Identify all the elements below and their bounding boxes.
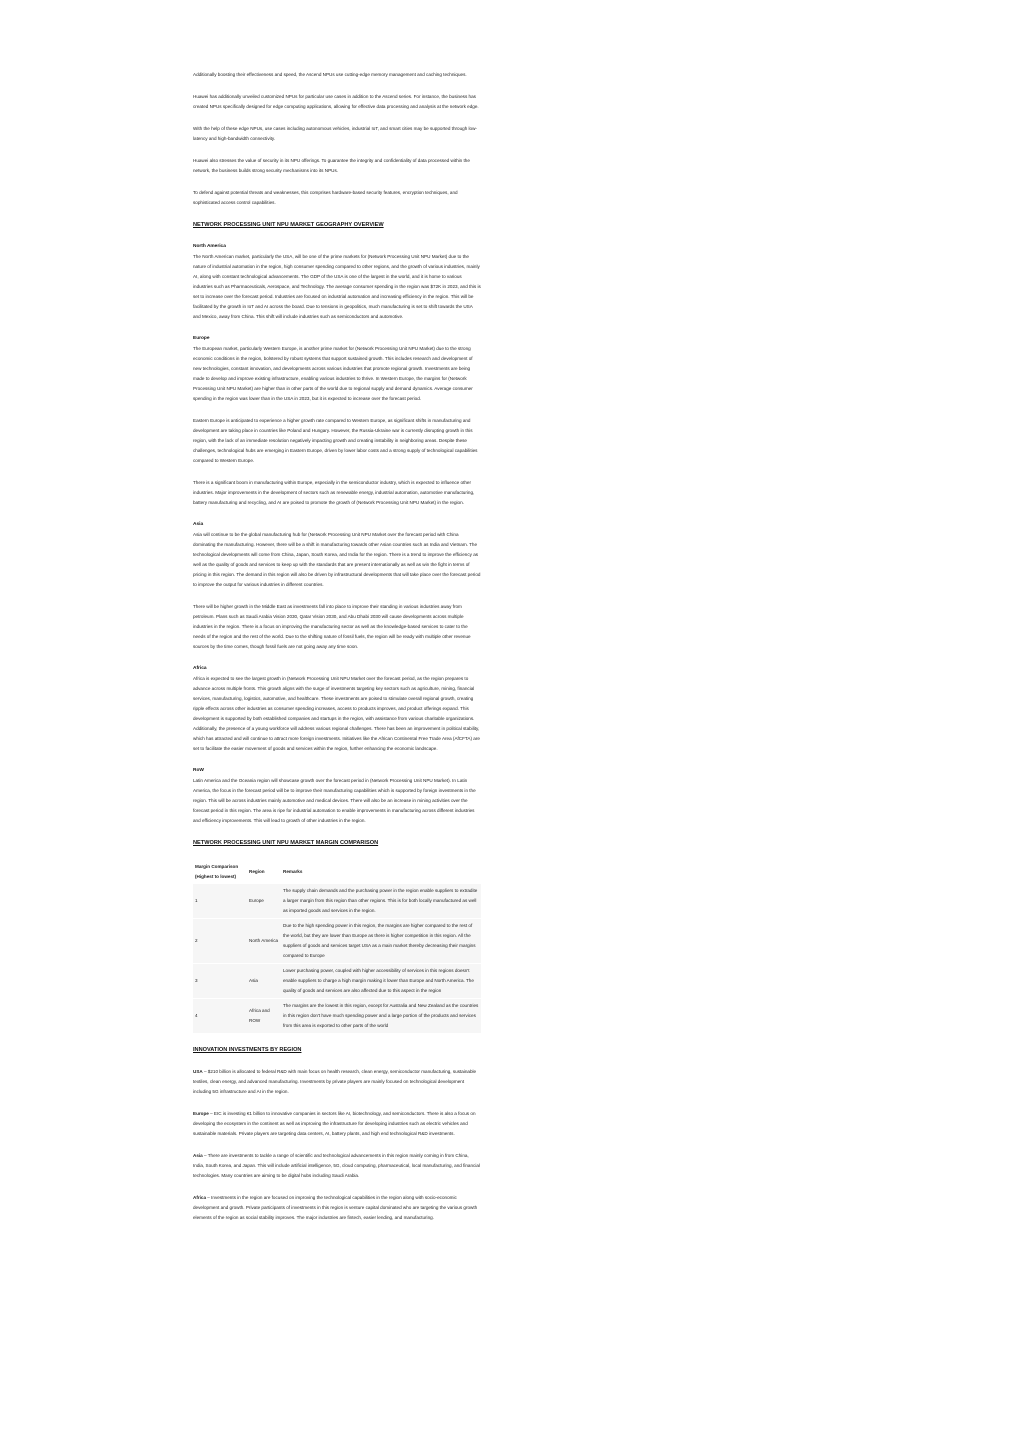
- remarks-cell: Due to the high spending power in this region, the margins are higher compared to the rest of the world, but they are lower than Europe as there is higher competition in this region. All the suppliers of goods and services target USA as a main market thereby decreasing their margins compared to Europe: [283, 923, 476, 958]
- rank-cell: 3: [195, 978, 198, 983]
- region-cell: Africa and ROW: [249, 1008, 270, 1023]
- innovation-paragraph: [193, 1109, 481, 1139]
- rank-cell: 1: [195, 898, 198, 903]
- column-header: Remarks: [283, 869, 303, 874]
- remarks-cell: Lower purchasing power, coupled with higher accessibility of services in this regions doesn't enable suppliers to charge a high margin making it lower than Europe and North America. The quality of goods and services are also affected due to this aspect in the region: [283, 968, 474, 993]
- region-lead: Europe: [193, 1111, 209, 1116]
- region-cell: Asia: [249, 978, 258, 983]
- innovation-text: – Investments in the region are focused on improving the technological capabilities in the region along with socio-economic development and growth. Private participants of investments in this region is venture capital dominated who are targeting the various growth elements of the region as social stability improves. The major industries are fintech, easier lending, and manufacturing.: [193, 1195, 478, 1220]
- europe-paragraph: The European market, particularly Western Europe, is another prime market for (Network Processing Unit NPU Market) due to the strong economic conditions in the region, bolstered by robust systems that support sustained growth. This includes research and development of new technologies, constant innovation, and developments across various industries that promote regional growth. Investments are being made to develop and improve existing infrastructure, enabling various industries to thrive. In Western Europe, the margins for (Network Processing Unit NPU Market) are higher than in other parts of the world due to regional supply and demand dynamics. Average consumer spending in the region was lower than in the USA in 2023, but it is expected to increase over the forecast period.: [193, 346, 473, 401]
- region-lead: Asia: [193, 1153, 203, 1158]
- intro-paragraph: To defend against potential threats and weaknesses, this comprises hardware-based security features, encryption techniques, and sophisticated access control capabilities.: [193, 190, 458, 205]
- geography-heading: NETWORK PROCESSING UNIT NPU MARKET GEOGRAPHY OVERVIEW: [193, 222, 384, 228]
- region-cell: North America: [249, 938, 279, 943]
- asia-title: Asia: [193, 522, 204, 527]
- europe-paragraph: Eastern Europe is anticipated to experience a higher growth rate compared to Western Europe, as significant shifts in manufacturing and development are taking place in countries like Poland and Hungary. However, the Russia-Ukraine war is currently disrupting growth in this region, with the lack of an immediate resolution negatively impacting growth and creating instability in neighboring areas. Despite these challenges, technological hubs are emerging in Eastern Europe, driven by lower labor costs and a strong supply of technological capabilities compared to Western Europe.: [193, 418, 478, 463]
- europe-title: Europe: [193, 336, 210, 341]
- asia-paragraph: There will be higher growth in the Middle East as investments fall into place to improve their standing in various industries away from petroleum. Plans such as Saudi Arabia Vision 2030, Qatar Vision 2030, and Abu Dhabi 2030 will cause developments across multiple industries in the region. There is a focus on improving the manufacturing sector as well as the knowledge-based services to cater to the needs of the region and the rest of the world. Due to the shifting nature of fossil fuels, the region will be ready with multiple other revenue sources by the time comes, though fossil fuels are not going away any time soon.: [193, 604, 471, 649]
- innovation-paragraph: [193, 1067, 481, 1097]
- row-title: RoW: [193, 768, 204, 773]
- table-header-row: [193, 860, 481, 884]
- table-row: [193, 999, 481, 1034]
- remarks-cell: The supply chain demands and the purchasing power in the region enable suppliers to extradite a larger margin from this region than other regions. This is for both locally manufactured as well as imported goods and services in the region.: [283, 888, 478, 913]
- innovation-text: – $210 billion is allocated to federal R&D with main focus on health research, clean energy, semiconductor manufacturing, sustainable textiles, clean energy, and advanced manufacturing. Investments by private players are mainly focused on technological development including 5G infrastructure and AI in the region.: [193, 1069, 477, 1094]
- innovation-paragraph: [193, 1193, 481, 1223]
- asia-paragraph: Asia will continue to be the global manufacturing hub for (Network Processing Unit NPU Market over the forecast period with China dominating the manufacturing. However, there will be a shift in manufacturing towards other Asian countries such as India and Vietnam. The technological developments will come from China, Japan, South Korea, and India for the region. There is a trend to improve the efficiency as well as the quality of goods and services to keep up with the standards that are present internationally as well as win the fight in terms of pricing in this region. The demand in this region will also be driven by infrastructural developments that will take place over the forecast period to improve the output for various industries in different countries.: [193, 532, 481, 587]
- intro-paragraph: With the help of these edge NPUs, use cases including autonomous vehicles, industrial IoT, and smart cities may be supported through low-latency and high-bandwidth connectivity.: [193, 126, 477, 141]
- north-america-paragraph: The North American market, particularly the USA, will be one of the prime markets for (Network Processing Unit NPU Market) due to the nature of industrial automation in the region, high consumer spending compared to other regions, and the growth of various industries, mainly AI, along with constant technological advancements. The GDP of the USA is one of the largest in the world, and it is home to various industries such as Pharmaceuticals, Aerospace, and Technology. The average consumer spending in the region was $72K in 2023, and this is set to increase over the forecast period. Industries are focused on industrial automation and increasing efficiency in the region. This will be facilitated by the growth in IoT and AI across the board. Due to tensions in geopolitics, much manufacturing is set to shift towards the USA and Mexico, away from China. This shift will include industries such as semiconductors and automotive.: [193, 254, 481, 319]
- innovation-text: – EIC is investing €1 billion to innovative companies in sectors like AI, biotechnology, and semiconductors. There is also a focus on developing the ecosystem in the continent as well as improving the infrastructure for developing industries such as electric vehicles and sustainable materials. Private players are targeting data centers, AI, battery plants, and high end technological R&D investments.: [193, 1111, 476, 1136]
- innovation-heading: INNOVATION INVESTMENTS BY REGION: [193, 1047, 302, 1053]
- table-row: [193, 919, 481, 964]
- africa-title: Africa: [193, 666, 207, 671]
- document-page: [193, 70, 481, 1223]
- table-row: [193, 964, 481, 999]
- region-cell: Europe: [249, 898, 264, 903]
- column-header: Margin Comparison (Highest to lowest): [195, 864, 239, 879]
- table-row: [193, 884, 481, 919]
- intro-paragraph: Additionally boosting their effectiveness and speed, the Ascend NPUs use cutting-edge memory management and caching techniques.: [193, 72, 467, 77]
- region-lead: USA: [193, 1069, 203, 1074]
- row-paragraph: Latin America and the Oceania region will showcase growth over the forecast period in (Network Processing Unit NPU Market). In Latin America, the focus in the forecast period will be to improve their manufacturing capabilities which is supported by foreign investments in the region. This will be across industries mainly automotive and medical devices. There will also be an increase in mining activities over the forecast period in this region. The area is ripe for industrial automation to enable improvements in manufacturing across different industries and efficiency improvements. This will lead to growth of other industries in the region.: [193, 778, 476, 823]
- rank-cell: 4: [195, 1013, 198, 1018]
- intro-paragraph: Huawei also stresses the value of security in its NPU offerings. To guarantee the integrity and confidentiality of data processed within the network, the business builds strong security mechanisms into its NPUs.: [193, 158, 470, 173]
- rank-cell: 2: [195, 938, 198, 943]
- margin-comparison-table: [193, 860, 481, 1033]
- remarks-cell: The margins are the lowest in this region, except for Australia and New Zealand as the countries in this region don't have much spending power and a large portion of the products and services from this area is exported to other parts of the world: [283, 1003, 479, 1028]
- column-header: Region: [249, 869, 265, 874]
- africa-paragraph: Africa is expected to see the largest growth in (Network Processing Unit NPU Market over the forecast period, as the region prepares to advance across multiple fronts. This growth aligns with the surge of investments targeting key sectors such as agriculture, mining, financial services, manufacturing, logistics, automotive, and healthcare. These investments are poised to stimulate overall regional growth, creating ripple effects across other industries as consumer spending increases, access to products improves, and product offerings expand. This development is supported by both established companies and startups in the region, with assistance from various charitable organizations. Additionally, the presence of a young workforce will address various regional challenges. There has been an improvement in political stability, which has attracted and will continue to attract more foreign investments. Initiatives like the African Continental Free Trade Area (AfCFTA) are set to facilitate the easier movement of goods and services within the region, further enhancing the economic landscape.: [193, 676, 480, 751]
- region-lead: Africa: [193, 1195, 207, 1200]
- innovation-text: – There are investments to tackle a range of scientific and technological advancements in this region mainly coming in from China, India, South Korea, and Japan. This will include artificial intelligence, 5G, cloud computing, pharmaceutical, local manufacturing, and financial technologies. Many countries are aiming to be digital hubs including Saudi Arabia.: [193, 1153, 480, 1178]
- europe-paragraph: There is a significant boom in manufacturing within Europe, especially in the semiconductor industry, which is expected to influence other industries. Major improvements in the development of sectors such as renewable energy, industrial automation, automotive manufacturing, battery manufacturing and recycling, and AI are poised to promote the growth of (Network Processing Unit NPU Market) in the region.: [193, 480, 475, 505]
- innovation-paragraph: [193, 1151, 481, 1181]
- north-america-title: North America: [193, 244, 226, 249]
- margin-heading: NETWORK PROCESSING UNIT NPU MARKET MARGIN COMPARISON: [193, 840, 379, 846]
- intro-paragraph: Huawei has additionally unveiled customized NPUs for particular use cases in addition to the Ascend series. For instance, the business has created NPUs specifically designed for edge computing applications, allowing for effective data processing and analysis at the network edge.: [193, 94, 479, 109]
